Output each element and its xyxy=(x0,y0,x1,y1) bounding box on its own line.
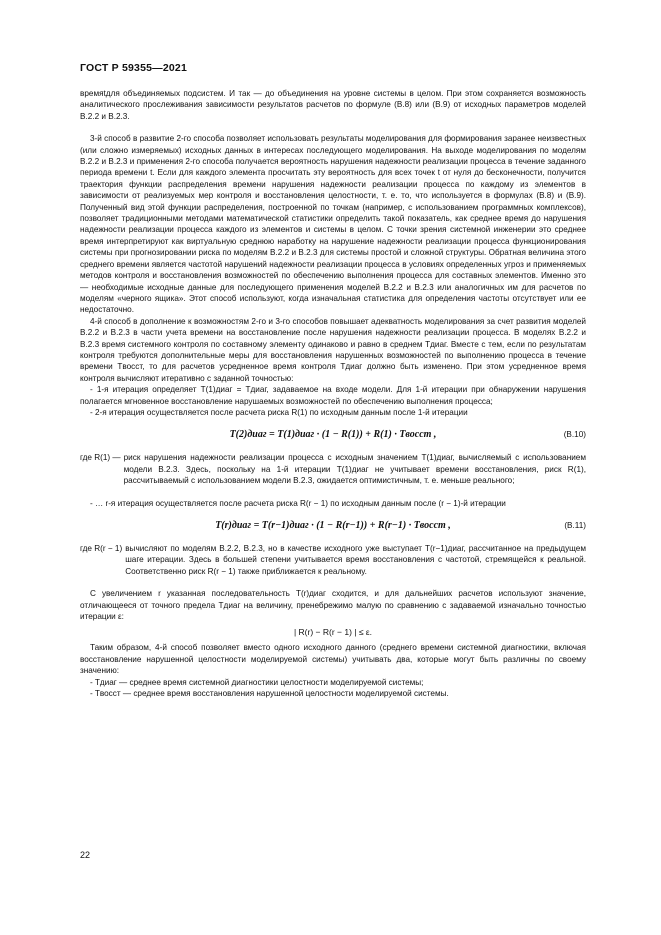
formula-number: (В.10) xyxy=(563,430,586,440)
where-label: где R(1) — xyxy=(80,453,121,463)
list-item: - 1-я итерация определяет T(1)диаг = Tдиаг, задаваемое на входе модели. Для 1-й итерации при обнаружении нарушения полагается мгновенное восстановление нарушаемых возможностей по обеспечению выполнения процесса; xyxy=(80,385,586,406)
where-clause xyxy=(80,452,586,486)
paragraph: времяtдля объединяемых подсистем. И так — до объединения на уровне системы в целом. При этом сохраняется возможность аналитического прослеживания зависимости результатов расчетов по формуле (В.8) или (В.9) от исходных параметров моделей В.2.2 и В.2.3. xyxy=(80,89,586,121)
document-header: ГОСТ Р 59355—2021 xyxy=(80,62,188,74)
formula-b11 xyxy=(80,509,586,543)
list-item: - Tвосст — среднее время восстановления нарушенной целостности моделируемой системы. xyxy=(90,689,449,699)
list-item: - 2-я итерация осуществляется после расчета риска R(1) по исходным данным после 1-й итерации xyxy=(90,407,468,417)
formula-inequality: | R(r) − R(r − 1) | ≤ ε. xyxy=(293,627,373,638)
formula-b10 xyxy=(80,418,586,452)
where-label: где R(r − 1) xyxy=(80,544,123,553)
paragraph: С увеличением r указанная последовательность T(r)диаг сходится, и для дальнейших расчетов используют значение, отличающееся от точного предела Tдиаг на величину, пренебрежимо малую по сравнению с задаваемой изначально точностью итерации ε: xyxy=(80,589,586,622)
list-item: - … r-я итерация осуществляется после расчета риска R(r − 1) по исходным данным после (r − 1)-й итерации xyxy=(90,498,506,508)
paragraph: Таким образом, 4-й способ позволяет вместо одного исходного данного (среднего времени системной диагностики, включая восстановление нарушенной целостности моделируемой системы) учитывать два, которые могут быть различны по своему значению: xyxy=(80,643,586,676)
page-number: 22 xyxy=(80,850,91,860)
paragraph: 4-й способ в дополнение к возможностям 2-го и 3-го способов повышает адекватность моделирования за счет развития моделей В.2.2 и В.2.3 в части учета времени на восстановление после нарушения надежности реализации процесса. В моделях В.2.2 и В.2.3 время системного контроля по составному элементу одинаково и равно в среднем Tдиаг. Вместе с тем, если по результатам контроля требуются дополнительные меры для восстановления нарушенных возможностей по выполнению процесса в течение времени Tвосст, то для расчетов усредненное время контроля Tдиаг должно быть изменено. При этом усредненное время контроля вычисляют итеративно с заданной точностью: xyxy=(80,316,586,383)
list-item: - Tдиаг — среднее время системной диагностики целостности моделируемой системы; xyxy=(90,677,424,687)
where-clause xyxy=(80,543,586,577)
formula-expression: T(2)диаг = T(1)диаг · (1 − R(1)) + R(1) · Tвосст , xyxy=(229,429,437,441)
paragraph: 3-й способ в развитие 2-го способа позволяет использовать результаты моделирования для формирования заранее неизвестных (или сложно измеряемых) исходных данных в интересах последующего моделирования. На выходе моделирования по моделям В.2.2 и В.2.3 и применения 2-го способа получается вероятность нарушения надежности реализации процесса в течение заданного периода времени t. Если для каждого элемента просчитать эту вероятность для всех точек t от нуля до бесконечности, получится траектория функции распределения времени нарушения надежности реализации процесса по каждому из элементов в зависимости от реализуемых мер контроля и восстановления целостности, т. е. то, что используется в формулах (В.8) и (В.9). Полученный вид этой функции распределения, построенной по точкам (например, с использованием программных комплексов), позволяет традиционными методами математической статистики определить такой показатель, как среднее время до нарушения надежности реализации процесса каждого из элементов и системы в целом. С точки зрения системной инженерии это среднее время интерпретируют как виртуальную среднюю наработку на нарушение надежности реализации процесса функционирования системы при прогнозировании риска по моделям В.2.2 и В.2.3 для системы простой и сложной структуры. Обратная величина этого среднего времени является частотой нарушений надежности реализации процесса в условиях определенных угроз и применяемых методов контроля и восстановления возможностей по обеспечению выполнения процесса для составных элементов. Именно это — необходимые исходные данные для последующего применения моделей В.2.2 и В.2.3 или аналогичных им для расчетов по моделям «черного ящика». Этот способ используют, когда изначальная статистика для определения частоты отсутствует или ее недостаточно. xyxy=(80,134,586,315)
formula-number: (В.11) xyxy=(564,521,586,530)
formula-expression: T(r)диаг = T(r−1)диаг · (1 − R(r−1)) + R(r−1) · Tвосст , xyxy=(215,520,451,531)
where-text: вычисляют по моделям В.2.2, В.2.3, но в качестве исходного уже выступает T(r−1)диаг, рассчитанное на предыдущем шаге итерации. Здесь в большей степени учитывается время восстановления с частотой, стремящейся к реальной. Соответственно риск R(r − 1) также приближается к реальному. xyxy=(125,544,586,576)
where-text: риск нарушения надежности реализации процесса с исходным значением T(1)диаг, вычисляемый с использованием модели В.2.3. Здесь, поскольку на 1-й итерации T(1)диаг не учитывает времени восстановления, риск R(1), рассчитываемый с использованием модели В.2.3, ожидается оптимистичным, т. е. меньше реального; xyxy=(123,453,586,486)
page-body xyxy=(80,88,586,699)
